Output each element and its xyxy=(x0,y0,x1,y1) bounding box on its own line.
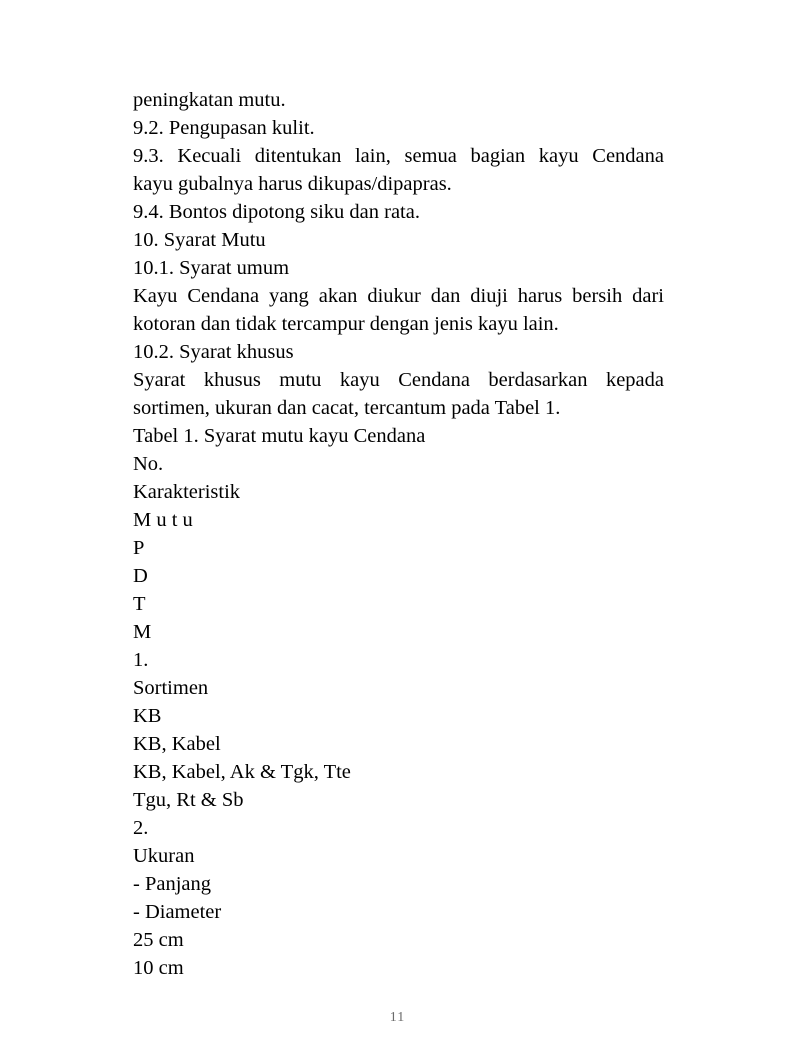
text-line: sortimen, ukuran dan cacat, tercantum pada Tabel 1. xyxy=(133,397,561,419)
text-line: 10.2. Syarat khusus xyxy=(133,341,294,363)
text-line: 9.4. Bontos dipotong siku dan rata. xyxy=(133,201,420,223)
page-number: 11 xyxy=(389,1010,406,1025)
text-line: T xyxy=(133,593,146,615)
text-line: kayu gubalnya harus dikupas/dipapras. xyxy=(133,173,452,195)
text-line: Tgu, Rt & Sb xyxy=(133,789,244,811)
text-line: 9.2. Pengupasan kulit. xyxy=(133,117,315,139)
text-line: KB xyxy=(133,705,162,727)
text-line: KB, Kabel, Ak & Tgk, Tte xyxy=(133,761,351,783)
text-line: Ukuran xyxy=(133,845,195,867)
text-line: P xyxy=(133,537,145,559)
text-line: 1. xyxy=(133,649,149,671)
text-line: - Panjang xyxy=(133,873,211,895)
text-line: KB, Kabel xyxy=(133,733,221,755)
table-caption-line: Tabel 1. Syarat mutu kayu Cendana xyxy=(133,425,426,447)
text-line: 25 cm xyxy=(133,929,184,951)
text-line: M xyxy=(133,621,152,643)
text-line: - Diameter xyxy=(133,901,222,923)
text-line: 2. xyxy=(133,817,149,839)
text-line: Syarat khusus mutu kayu Cendana berdasarkan kepada xyxy=(133,369,664,391)
text-line: M u t u xyxy=(133,509,193,531)
text-line: 10. Syarat Mutu xyxy=(133,229,266,251)
text-line: Kayu Cendana yang akan diukur dan diuji harus bersih dari xyxy=(133,285,664,307)
text-line: 10.1. Syarat umum xyxy=(133,257,290,279)
text-line: peningkatan mutu. xyxy=(133,89,286,111)
text-line: 10 cm xyxy=(133,957,184,979)
text-line: 9.3. Kecuali ditentukan lain, semua bagian kayu Cendana xyxy=(133,145,664,167)
text-block xyxy=(133,86,664,982)
text-line: Karakteristik xyxy=(133,481,241,503)
text-line: kotoran dan tidak tercampur dengan jenis kayu lain. xyxy=(133,313,559,335)
text-line: No. xyxy=(133,453,164,475)
text-line: D xyxy=(133,565,148,587)
text-line: Sortimen xyxy=(133,677,209,699)
